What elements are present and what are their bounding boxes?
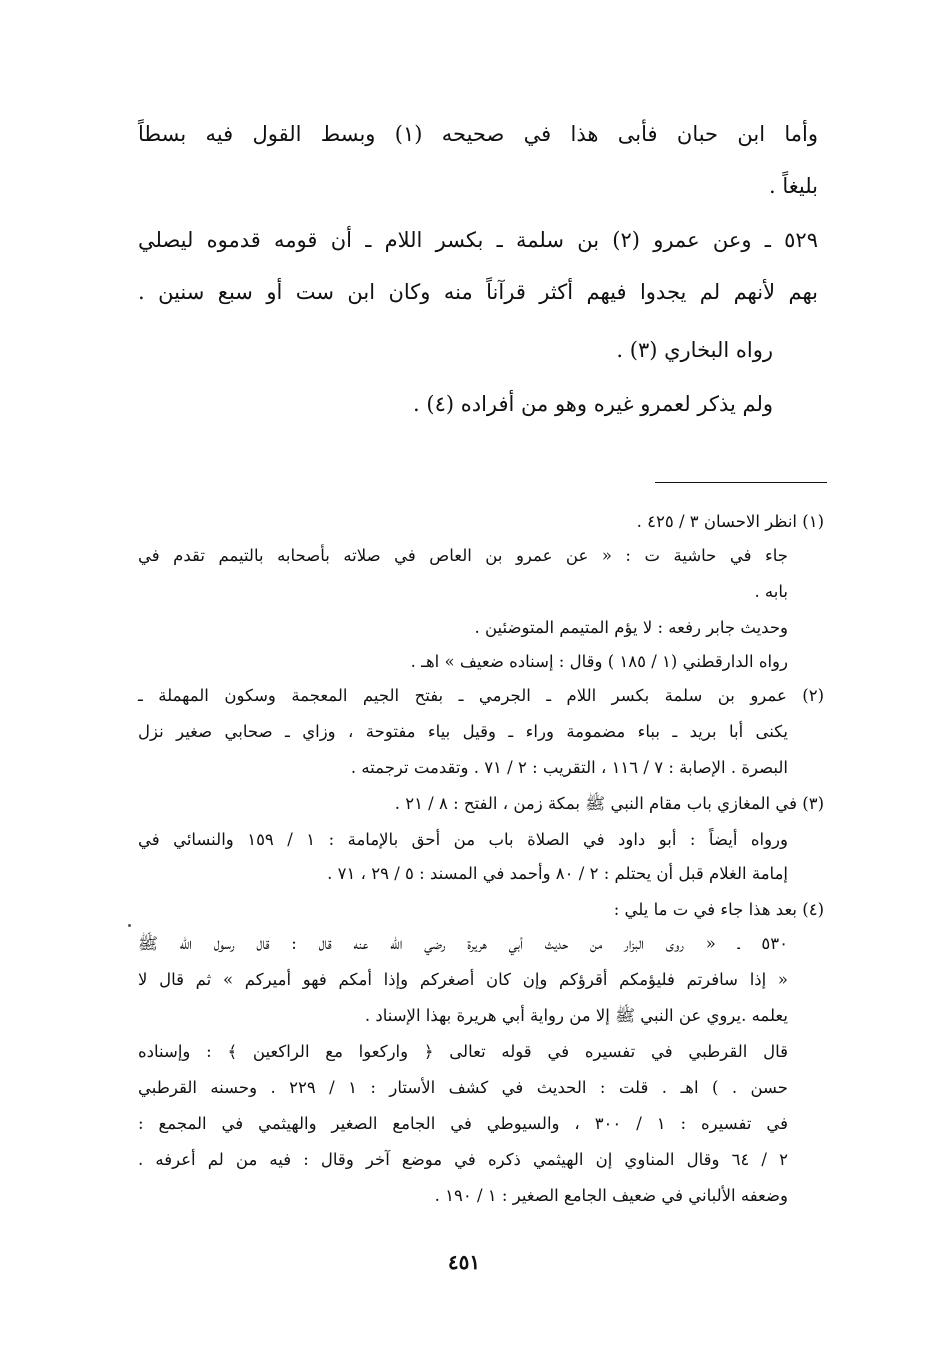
footnote-line: (٢) عمرو بن سلمة بكسر اللام ـ الجرمي ـ بفتح الجيم المعجمة وسكون المهملة ـ [138, 686, 824, 705]
footnote-line: حسن . ) اهـ . قلت : الحديث في كشف الأستار : ١ / ٢٢٩ . وحسنه القرطبي [138, 1078, 788, 1097]
main-text-line: ٥٢٩ ـ وعن عمرو (٢) بن سلمة ـ بكسر اللام ـ أن قومه قدموه ليصلي [138, 228, 818, 252]
main-text-line: وأما ابن حبان فأبى هذا في صحيحه (١) وبسط القول فيه بسطاً [138, 122, 818, 146]
footnote-line: ٢ / ٦٤ وقال المناوي إن الهيثمي ذكره في موضع آخر وقال : فيه من لم أعرفه . [138, 1150, 788, 1169]
footnote-line: (٣) في المغازي باب مقام النبي ﷺ بمكة زمن ، الفتح : ٨ / ٢١ . [394, 794, 824, 813]
footnote-line: وحديث جابر رفعه : لا يؤم المتيمم المتوضئين . [474, 618, 788, 637]
footnote-line: وضعفه الألباني في ضعيف الجامع الصغير : ١ / ١٩٠ . [434, 1186, 788, 1205]
footnote-line: يعلمه .يروي عن النبي ﷺ إلا من رواية أبي هريرة بهذا الإسناد . [364, 1006, 788, 1025]
main-text-line: رواه البخاري (٣) . [616, 338, 773, 362]
footnote-line: قال القرطبي في تفسيره في قوله تعالى ﴿ واركعوا مع الراكعين ﴾ : وإسناده [138, 1042, 788, 1061]
main-text-line: ولم يذكر لعمرو غيره وهو من أفراده (٤) . [413, 392, 773, 416]
footnote-line: في تفسيره : ١ / ٣٠٠ ، والسيوطي في الجامع الصغير والهيثمي في المجمع : [138, 1114, 788, 1133]
footnote-line: جاء في حاشية ت : « عن عمرو بن العاص في صلاته بأصحابه بالتيمم تقدم في [138, 546, 788, 565]
page-number: ٤٥١ [447, 1250, 481, 1274]
main-text-line: بليغاً . [768, 174, 818, 198]
footnote-line: البصرة . الإصابة : ٧ / ١١٦ ، التقريب : ٢ / ٧١ . وتقدمت ترجمته . [350, 758, 788, 777]
scan-speck [128, 924, 131, 927]
footnote-line: رواه الدارقطني (١ / ١٨٥ ) وقال : إسناده ضعيف » اهـ . [410, 652, 788, 671]
footnote-line: بابه . [754, 582, 788, 601]
footnote-line: ٥٣٠ ـ « روى البزار من حديث أبي هريرة رضي الله عنه قال : قال رسول الله ﷺ [138, 934, 788, 953]
footnote-line: ورواه أيضاً : أبو داود في الصلاة باب من أحق بالإمامة : ١ / ١٥٩ والنسائي في [138, 830, 788, 849]
footnote-line: يكنى أبا بريد ـ بباء مضمومة وراء ـ وقيل بياء مفتوحة ، وزاي ـ صحابي صغير نزل [138, 722, 788, 741]
footnote-separator [655, 482, 827, 483]
footnote-line: (٤) بعد هذا جاء في ت ما يلي : [613, 900, 824, 919]
main-text-line: بهم لأنهم لم يجدوا فيهم أكثر قرآناً منه وكان ابن ست أو سبع سنين . [138, 280, 818, 304]
footnote-line: إمامة الغلام قبل أن يحتلم : ٢ / ٨٠ وأحمد في المسند : ٥ / ٢٩ ، ٧١ . [327, 864, 788, 883]
footnote-line: « إذا سافرتم فليؤمكم أقرؤكم وإن كان أصغركم وإذا أمكم فهو أميركم » ثم قال لا [138, 970, 788, 989]
footnote-line: (١) انظر الاحسان ٣ / ٤٢٥ . [636, 512, 824, 531]
